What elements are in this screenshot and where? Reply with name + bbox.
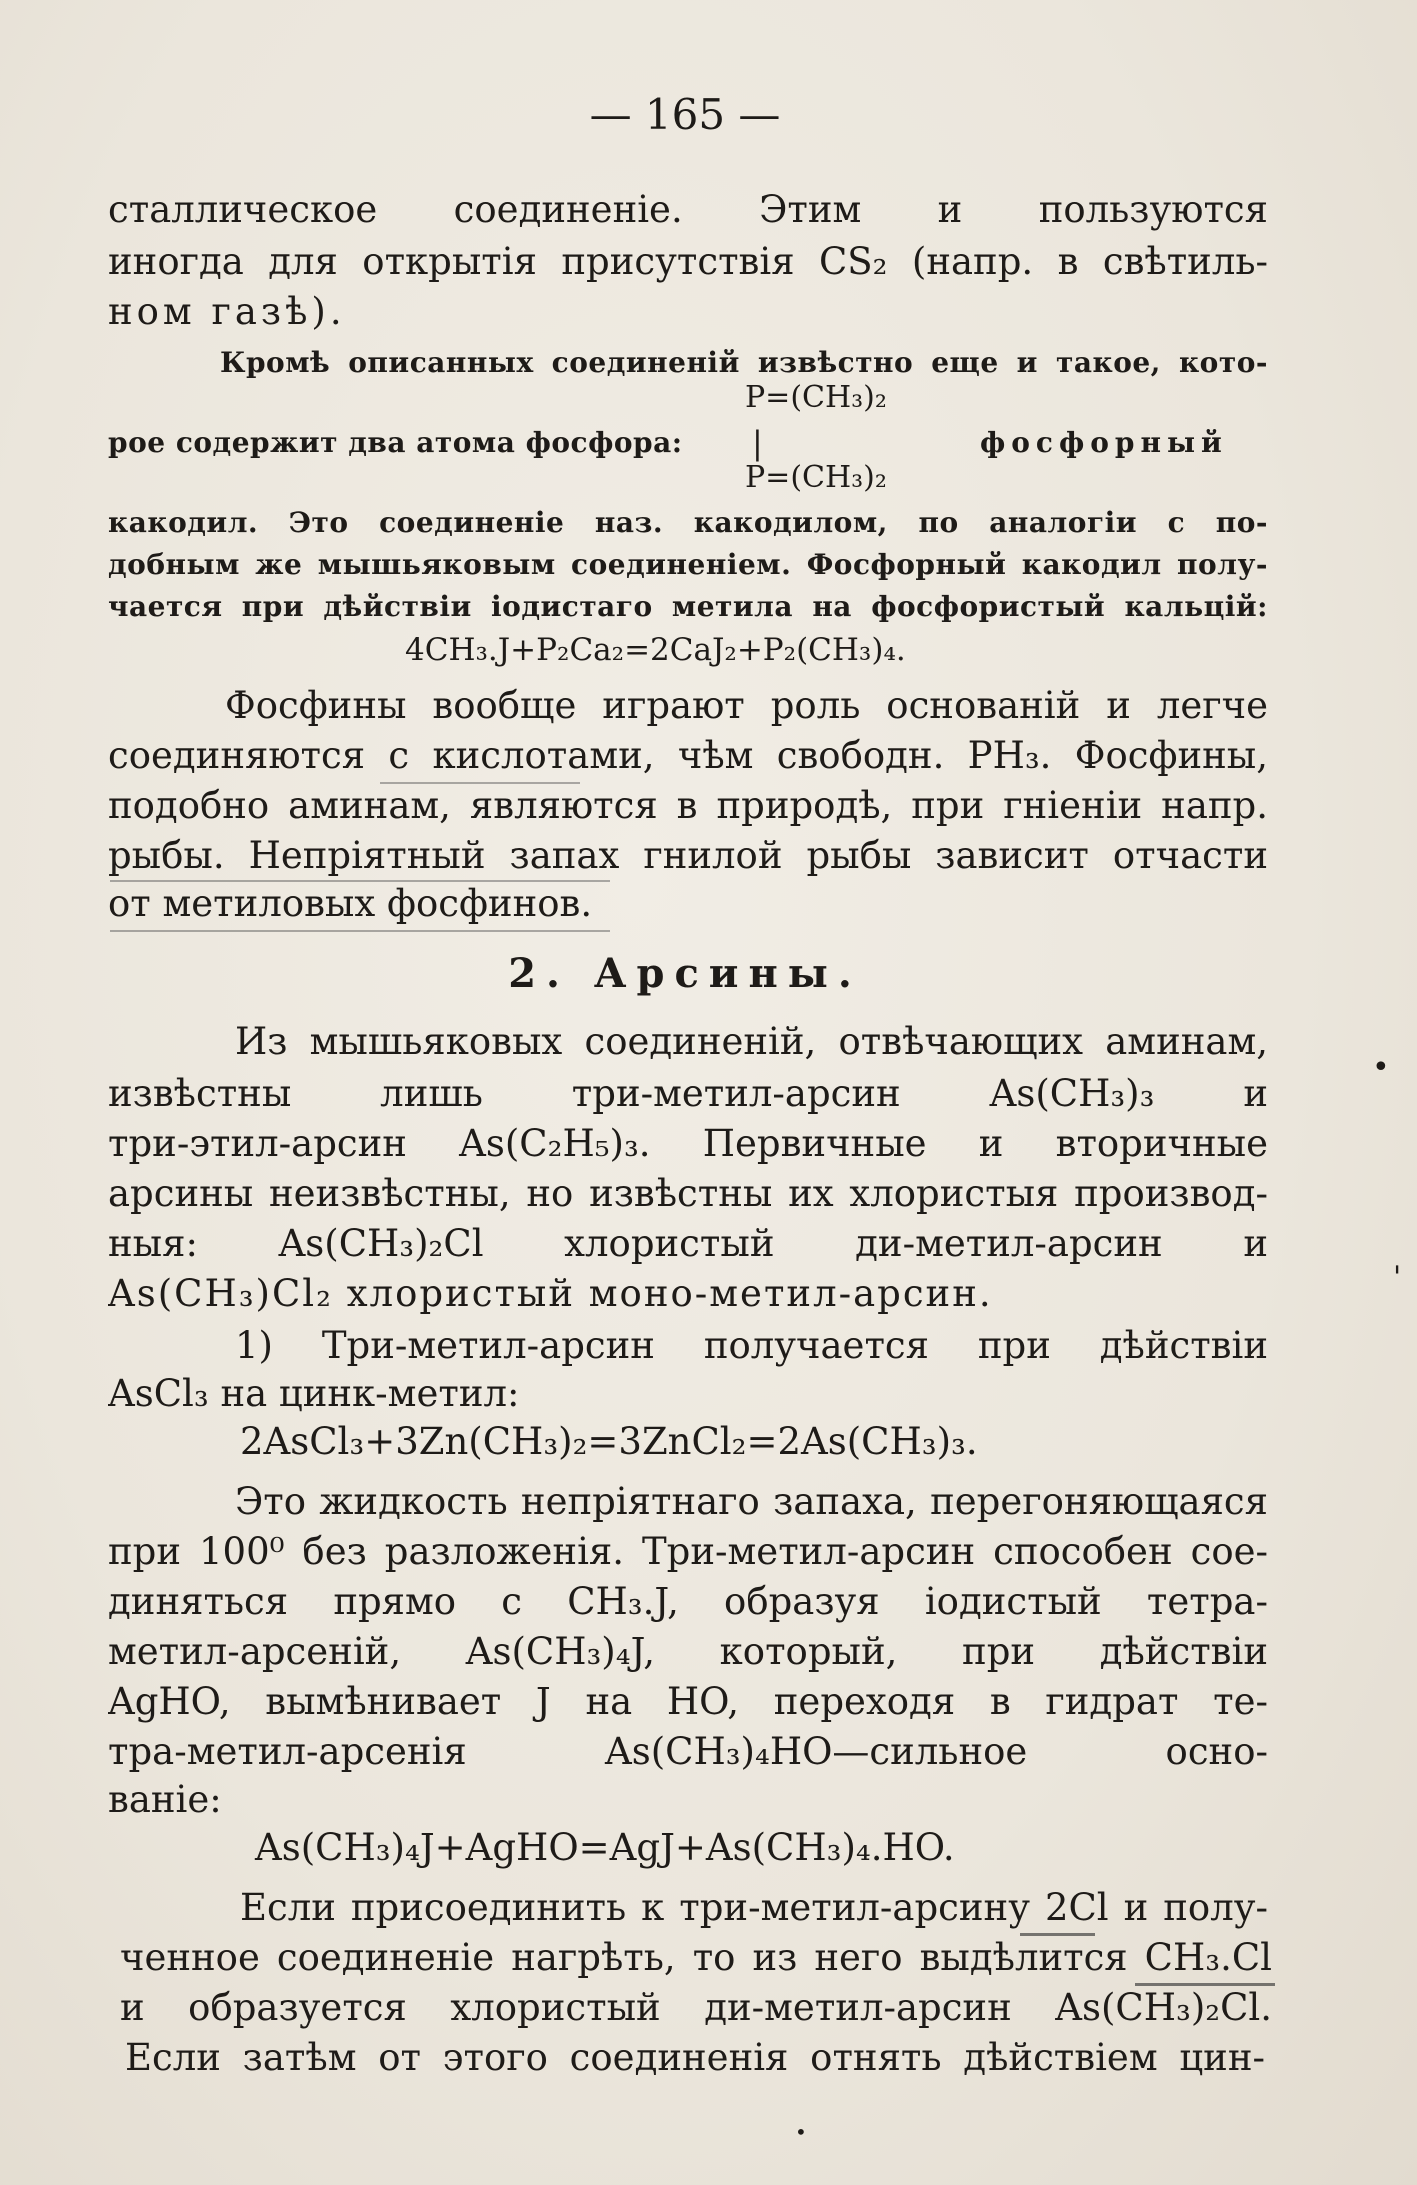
para3-line-4: рыбы. Непріятный запах гнилой рыбы зависит отчасти bbox=[108, 834, 1268, 877]
para2-line-3: какодил. Это соединеніе наз. какодилом, по аналогіи с по- bbox=[108, 506, 1268, 539]
para4-line-2: извѣстны лишь три-метил-арсин As(CH₃)₃ и bbox=[108, 1072, 1268, 1115]
margin-tick: ' bbox=[1393, 1260, 1402, 1295]
equation-trimethylarsine: 2AsCl₃+3Zn(CH₃)₂=3ZnCl₂=2As(CH₃)₃. bbox=[240, 1420, 978, 1463]
para7-line-4: Если затѣм от этого соединенія отнять дѣйствіем цин- bbox=[125, 2036, 1265, 2079]
para3-line-3: подобно аминам, являются в природѣ, при гніеніи напр. bbox=[108, 784, 1268, 827]
para4-line-5: ныя: As(CH₃)₂Cl хлористый ди-метил-арсин и bbox=[108, 1222, 1268, 1265]
formula-p-bottom: P=(CH₃)₂ bbox=[745, 460, 887, 495]
para6-line-6: тра-метил-арсенія As(CH₃)₄HO—сильное осно- bbox=[108, 1730, 1268, 1773]
para4-line-6: As(CH₃)Cl₂ хлористый моно-метил-арсин. bbox=[108, 1272, 993, 1315]
equation-phosphorus: 4CH₃.J+P₂Ca₂=2CaJ₂+P₂(CH₃)₄. bbox=[405, 632, 906, 668]
para2-line-5: чается при дѣйствіи іодистаго метила на фосфористый кальцій: bbox=[108, 590, 1268, 623]
margin-dot: • bbox=[1372, 1050, 1390, 1085]
para6-line-5: AgHO, вымѣнивает J на HO, переходя в гидрат те- bbox=[108, 1680, 1268, 1723]
para6-line-1: Это жидкость непріятнаго запаха, перегоняющаяся bbox=[235, 1480, 1268, 1523]
para1-line-2: иногда для открытія присутствія CS₂ (напр. в свѣтиль- bbox=[108, 240, 1268, 283]
pencil-underline bbox=[380, 782, 580, 784]
para6-line-3: диняться прямо с CH₃.J, образуя іодистый тетра- bbox=[108, 1580, 1268, 1623]
para5-line-2: AsCl₃ на цинк-метил: bbox=[108, 1372, 520, 1415]
para2-line-2-right: фосфорный bbox=[980, 426, 1228, 459]
para1-line-1: сталлическое соединеніе. Этим и пользуются bbox=[108, 188, 1268, 231]
para7-line-3: и образуется хлористый ди-метил-арсин As(CH₃)₂Cl. bbox=[120, 1986, 1272, 2029]
para3-line-2: соединяются с кислотами, чѣм свободн. PH₃. Фосфины, bbox=[108, 734, 1268, 777]
para7-line-2: ченное соединеніе нагрѣть, то из него выдѣлится CH₃.Cl bbox=[120, 1936, 1272, 1979]
para2-line-1: Кромѣ описанных соединеній извѣстно еще и такое, кото- bbox=[220, 346, 1268, 379]
margin-dot: • bbox=[795, 2120, 807, 2144]
pencil-underline bbox=[1020, 1933, 1095, 1936]
pencil-underline bbox=[110, 880, 610, 882]
para4-line-3: три-этил-арсин As(C₂H₅)₃. Первичные и вторичные bbox=[108, 1122, 1268, 1165]
para4-line-4: арсины неизвѣстны, но извѣстны их хлористыя производ- bbox=[108, 1172, 1268, 1215]
para4-line-1: Из мышьяковых соединеній, отвѣчающих аминам, bbox=[235, 1020, 1268, 1063]
equation-arsonium: As(CH₃)₄J+AgHO=AgJ+As(CH₃)₄.HO. bbox=[255, 1826, 955, 1869]
section-heading: 2. Арсины. bbox=[508, 950, 862, 997]
pencil-underline bbox=[110, 930, 610, 932]
para1-line-3: ном газѣ). bbox=[108, 290, 346, 333]
para3-line-5: от метиловых фосфинов. bbox=[108, 882, 593, 925]
pencil-underline bbox=[1135, 1983, 1275, 1986]
para6-line-4: метил-арсеній, As(CH₃)₄J, который, при дѣйствіи bbox=[108, 1630, 1268, 1673]
formula-bracket: | bbox=[752, 424, 763, 462]
page-number: — 165 — bbox=[589, 90, 781, 139]
para2-line-2-left: рое содержит два атома фосфора: bbox=[108, 426, 683, 459]
para6-line-2: при 100⁰ без разложенія. Три-метил-арсин способен сое- bbox=[108, 1530, 1268, 1573]
para5-line-1: 1) Три-метил-арсин получается при дѣйствіи bbox=[235, 1324, 1268, 1367]
para2-line-4: добным же мышьяковым соединеніем. Фосфорный какодил полу- bbox=[108, 548, 1268, 581]
para6-line-7: ваніе: bbox=[108, 1778, 222, 1821]
formula-p-top: P=(CH₃)₂ bbox=[745, 380, 887, 415]
para3-line-1: Фосфины вообще играют роль основаній и легче bbox=[225, 684, 1268, 727]
para7-line-1: Если присоединить к три-метил-арсину 2Cl и полу- bbox=[240, 1886, 1268, 1929]
